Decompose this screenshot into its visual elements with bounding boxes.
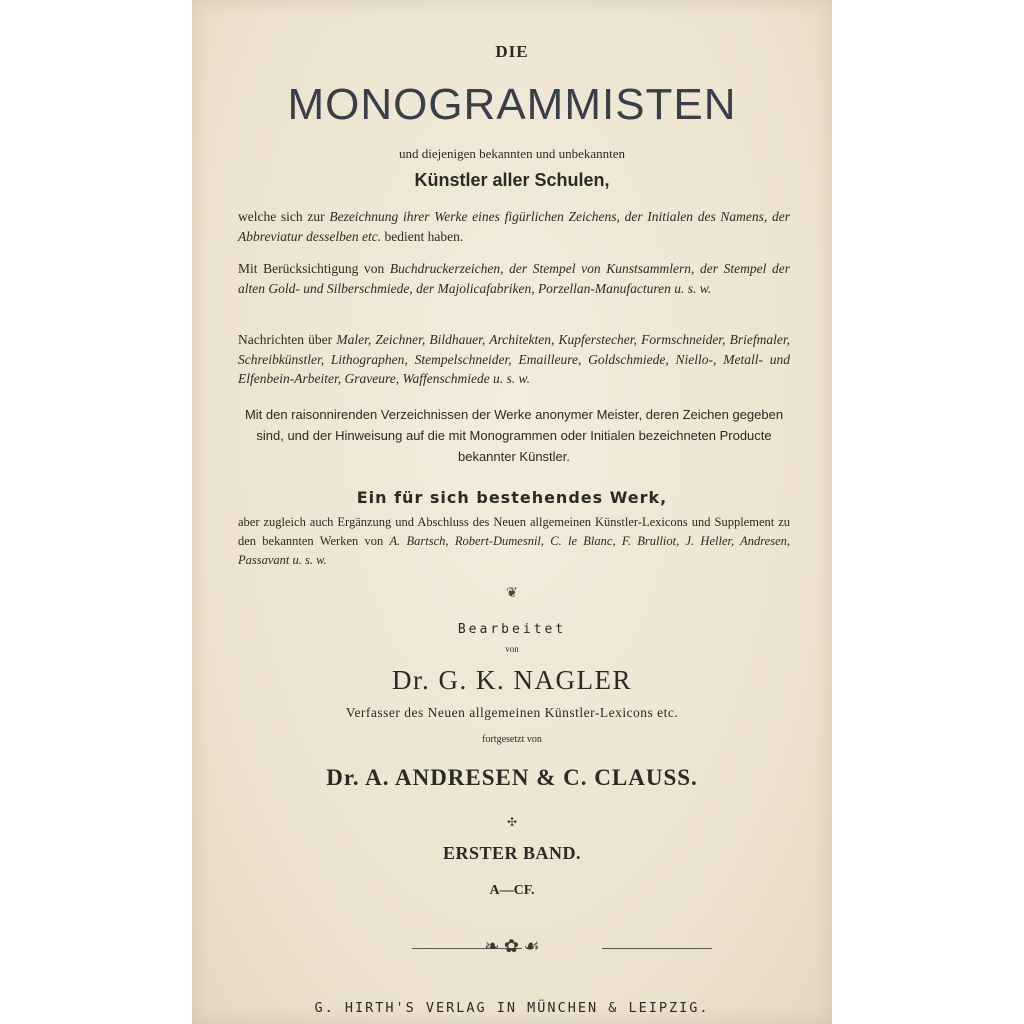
para3-italic: Maler, Zeichner, Bildhauer, Architekten, Kupferstecher, Formschneider, Briefmaler, Schreibkünstler, Lithographen, Stempelschneider, Emailleure, Goldschmiede, Niello-, Metall- und Elfenbein-Arbeiter, Graveure, Waffenschmiede u. s. w.: [238, 332, 790, 386]
main-title: MONOGRAMMISTEN: [287, 80, 737, 129]
para3-lead: Nachrichten über: [238, 332, 333, 347]
description-paragraph-3: [238, 330, 790, 389]
ornament-rule-right: [602, 948, 712, 949]
description-paragraph-5: [238, 513, 790, 570]
para5-lead: aber zugleich auch Ergänzung und Abschluss des Neuen allgemeinen Künstler-Lexicons und Supplement zu den bekannten Werken von: [238, 515, 790, 548]
title-page: [192, 0, 832, 1024]
description-paragraph-4: Mit den raisonnirenden Verzeichnissen der Werke anonymer Meister, deren Zeichen gegeben sind, und der Hinweisung auf die mit Monogrammen oder Initialen bezeichneten Producte bekannter Künstler.: [244, 407, 784, 464]
subtitle-line: und diejenigen bekannten und unbekannten: [399, 146, 625, 161]
para2-italic: Buchdruckerzeichen, der Stempel von Kunstsammlern, der Stempel der alten Gold- und Silberschmiede, der Majolicafabriken, Porzellan-Manufacturen u. s. w.: [238, 261, 790, 296]
continuers-names: Dr. A. ANDRESEN & C. CLAUSS.: [326, 765, 698, 790]
volume-range: A—CF.: [489, 883, 535, 898]
bearbeitet-label: Bearbeitet: [457, 622, 567, 637]
publisher-imprint: G. HIRTH'S VERLAG IN MÜNCHEN & LEIPZIG.: [314, 1000, 710, 1016]
ornament-mid-icon: ✣: [506, 815, 518, 829]
author-name: Dr. G. K. NAGLER: [392, 665, 632, 695]
description-paragraph-2: [238, 259, 790, 298]
para1-lead: welche sich zur: [238, 209, 325, 224]
para5-italic: A. Bartsch, Robert-Dumesnil, C. le Blanc, F. Brulliot, J. Heller, Andresen, Passavant u. s. w.: [238, 534, 791, 567]
title-article: DIE: [495, 42, 529, 61]
von-label: von: [505, 644, 519, 654]
volume-label: ERSTER BAND.: [442, 843, 582, 863]
fortgesetzt-label: fortgesetzt von: [482, 734, 542, 745]
vignette-ornament-icon: ❧ ✿ ☙: [484, 936, 540, 956]
para1-tail: bedient haben.: [384, 228, 464, 244]
para1-italic: Bezeichnung ihrer Werke eines figürlichen Zeichens, der Initialen des Namens, der Abbreviatur desselben etc.: [238, 209, 791, 244]
para2-lead: Mit Berücksichtigung von: [238, 261, 385, 276]
description-paragraph-1: [238, 207, 790, 246]
ornament-small-icon: ❦: [506, 586, 518, 601]
subtitle-bold: Künstler aller Schulen,: [414, 170, 610, 190]
werk-heading: Ein für sich bestehendes Werk,: [356, 488, 668, 507]
author-description: Verfasser des Neuen allgemeinen Künstler-Lexicons etc.: [345, 705, 679, 720]
